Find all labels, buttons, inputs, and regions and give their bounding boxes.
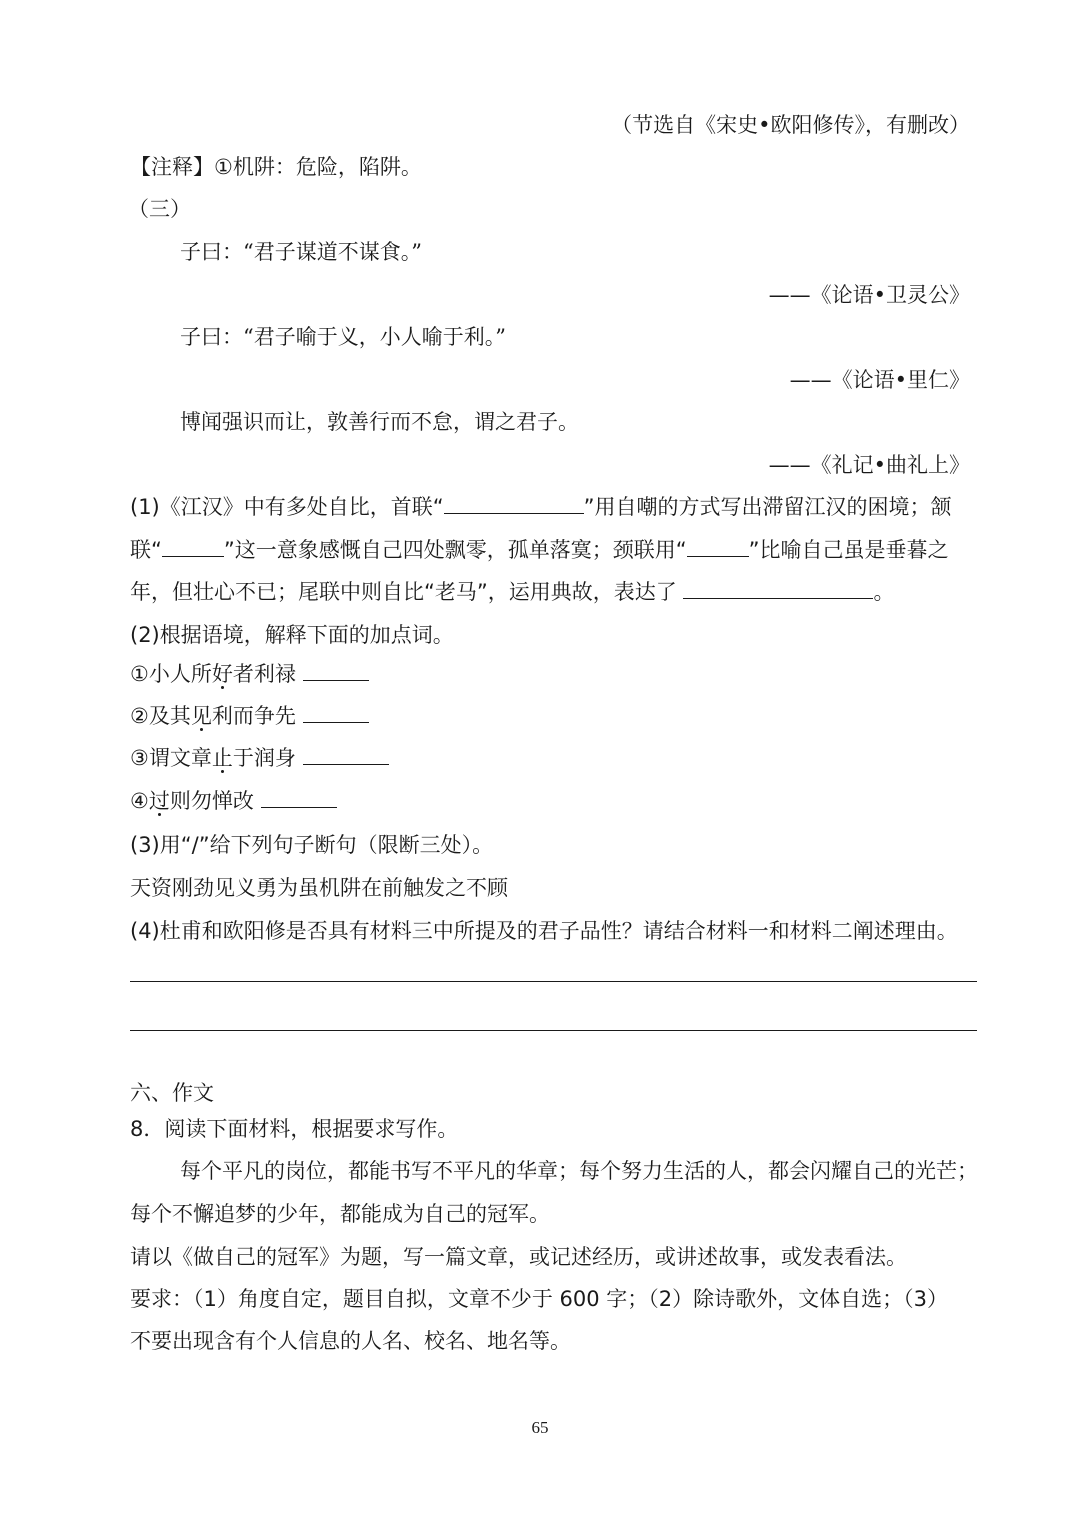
answer-blank[interactable] (303, 744, 389, 765)
answer-blank-3[interactable] (687, 536, 749, 557)
material-line-2: 每个不懈追梦的少年，都能成为自己的冠军。 (130, 1202, 550, 1226)
question-4: (4)杜甫和欧阳修是否具有材料三中所提及的君子品性？请结合材料一和材料二阐述理由。 (130, 919, 958, 943)
writing-instruction: 请以《做自己的冠军》为题，写一篇文章，或记述经历，或讲述故事，或发表看法。 (130, 1245, 907, 1269)
answer-blank[interactable] (303, 702, 369, 723)
dotted-char: 过 (148, 789, 170, 813)
answer-blank-4[interactable] (683, 578, 873, 599)
answer-blank[interactable] (261, 787, 337, 808)
section-3-label: （三） (128, 197, 191, 221)
question-2-title: (2)根据语境，解释下面的加点词。 (130, 623, 454, 647)
question-2-item-1: ①小人所好者利禄 (130, 659, 369, 689)
answer-blank-1[interactable] (444, 493, 584, 514)
source-citation: （节选自《宋史•欧阳修传》，有删改） (611, 113, 970, 137)
requirements-line-1: 要求：（1）角度自定，题目自拟，文章不少于 600 字；（2）除诗歌外，文体自选；（3） (130, 1287, 949, 1311)
requirements-line-2: 不要出现含有个人信息的人名、校名、地名等。 (130, 1329, 571, 1353)
quote-2-source: ——《论语•里仁》 (789, 368, 970, 392)
answer-blank-2[interactable] (162, 536, 224, 557)
dotted-char: 好 (211, 662, 233, 686)
question-1-line-2: 联“ ”这一意象感慨自己四处飘零，孤单落寞；颈联用“ ”比喻自己虽是垂暮之 (130, 538, 949, 562)
question-2-item-2: ②及其见利而争先 (130, 701, 369, 731)
section-6-title: 六、作文 (130, 1081, 214, 1105)
question-3-title: (3)用“/”给下列句子断句（限断三处）。 (130, 833, 494, 857)
question-1-line-3: 年，但壮心不已；尾联中则自比“老马”，运用典故，表达了 。 (130, 580, 895, 604)
page-number: 65 (531, 1418, 549, 1437)
question-1-line-1: (1)《江汉》中有多处自比，首联“ ”用自嘲的方式写出滞留江汉的困境；颔 (130, 495, 952, 519)
question-8-title: 8．阅读下面材料，根据要求写作。 (130, 1117, 459, 1141)
answer-line-1[interactable] (130, 981, 977, 982)
answer-line-2[interactable] (130, 1030, 977, 1031)
quote-3-source: ——《礼记•曲礼上》 (768, 453, 970, 477)
material-line-1: 每个平凡的岗位，都能书写不平凡的华章；每个努力生活的人，都会闪耀自己的光芒； (180, 1159, 978, 1183)
dotted-char: 见 (190, 704, 212, 728)
question-2-item-3: ③谓文章止于润身 (130, 743, 389, 773)
quote-3-text: 博闻强识而让，敦善行而不怠，谓之君子。 (180, 410, 579, 434)
dotted-char: 止 (211, 746, 233, 770)
quote-1-text: 子曰：“君子谋道不谋食。” (180, 240, 422, 264)
answer-blank[interactable] (303, 660, 369, 681)
question-2-item-4: ④过则勿惮改 (130, 786, 337, 816)
quote-1-source: ——《论语•卫灵公》 (768, 283, 970, 307)
annotation-note: 【注释】①机阱：危险，陷阱。 (130, 155, 422, 179)
question-3-sentence: 天资刚劲见义勇为虽机阱在前触发之不顾 (130, 876, 508, 900)
quote-2-text: 子曰：“君子喻于义，小人喻于利。” (180, 325, 506, 349)
